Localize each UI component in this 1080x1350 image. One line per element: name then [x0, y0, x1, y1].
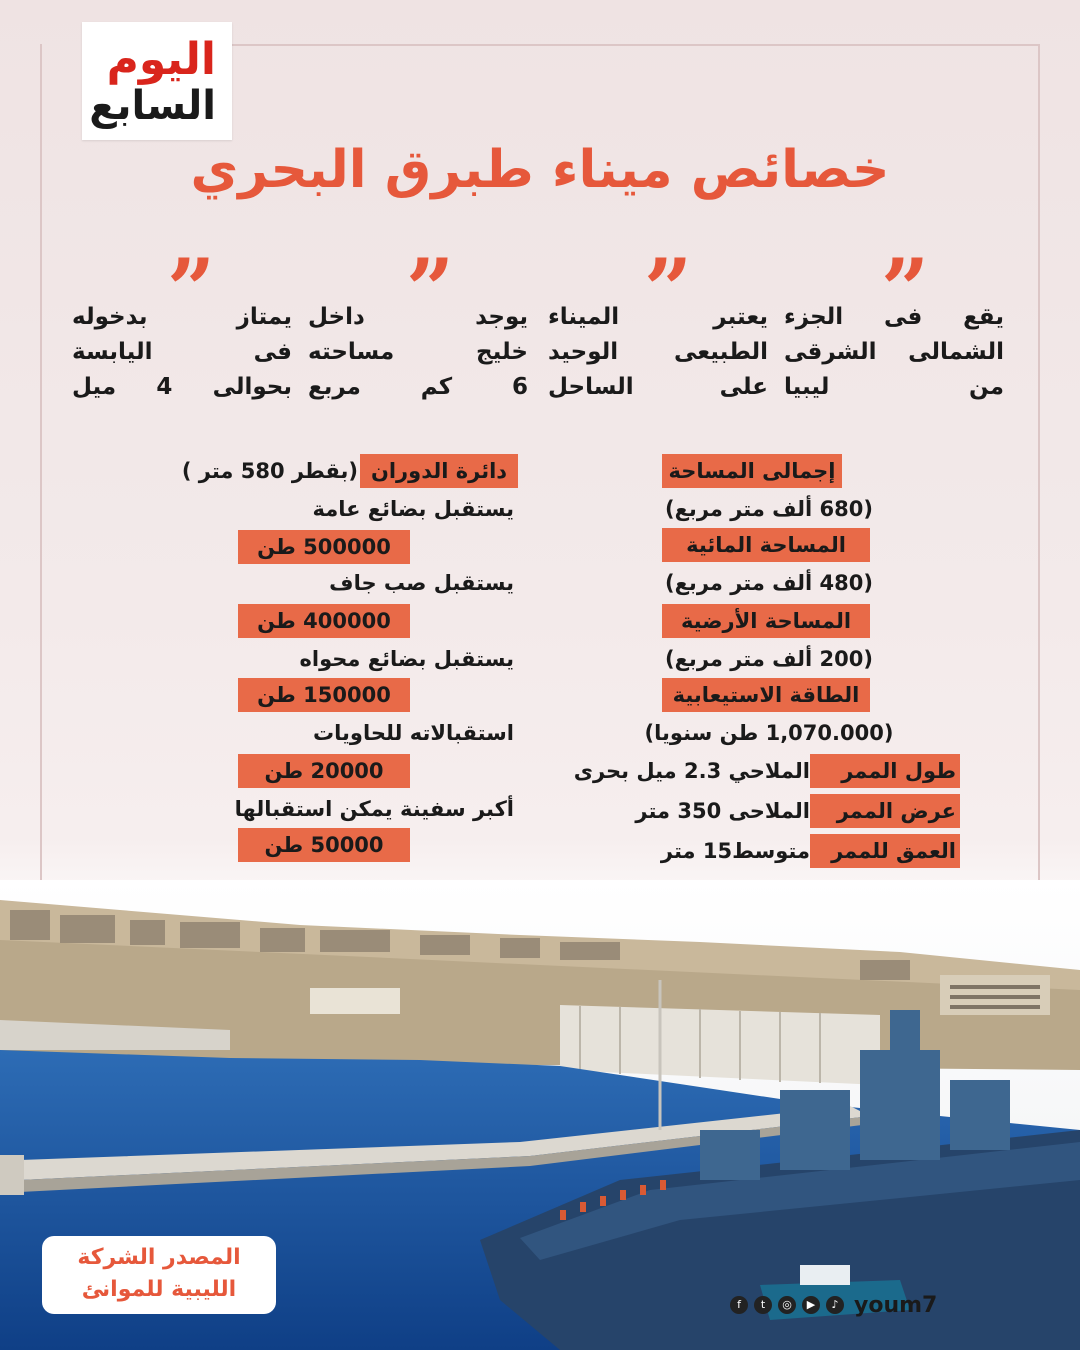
social-handles [730, 1292, 937, 1318]
water-area-value: (480 ألف متر مربع) [664, 571, 873, 595]
total-area-value: (680 ألف متر مربع) [664, 497, 873, 521]
quote-icon: ” [405, 248, 455, 298]
fact-line: يوجد داخل [308, 304, 528, 330]
quote-icon: ” [166, 248, 216, 298]
containers-value: 20000 طن [238, 754, 410, 788]
general-cargo-value: 500000 طن [238, 530, 410, 564]
containerized-cargo-text: يستقبل بضائع محواه [299, 647, 514, 671]
fact-line: الشمالى الشرقى [784, 339, 1004, 365]
containerized-cargo-value: 150000 طن [238, 678, 410, 712]
social-handle: youm7 [854, 1292, 938, 1318]
fact-line: خليج مساحته [308, 339, 528, 365]
publisher-logo [82, 22, 232, 140]
source-line: الليبية للموانئ [81, 1277, 237, 1302]
source-line: المصدر الشركة [77, 1245, 241, 1270]
youtube-icon: ▶ [802, 1296, 820, 1314]
quote-icon: ” [880, 248, 930, 298]
channel-width-text: الملاحى 350 متر [635, 799, 810, 823]
fact-line: على الساحل [548, 374, 768, 400]
frame-line [232, 44, 1040, 46]
fact-line: يقع فى الجزء [784, 304, 1004, 330]
dry-bulk-text: يستقبل صب جاف [329, 571, 514, 595]
largest-ship-value: 50000 طن [238, 828, 410, 862]
facebook-icon: f [730, 1296, 748, 1314]
capacity-label: الطاقة الاستيعابية [662, 678, 870, 712]
water-area-label: المساحة المائية [662, 528, 870, 562]
fact-card [308, 300, 528, 405]
fact-card [548, 300, 768, 405]
twitter-icon: t [754, 1296, 772, 1314]
containers-text: استقبالاته للحاويات [313, 721, 514, 745]
fact-line: فى اليابسة [72, 339, 292, 365]
land-area-label: المساحة الأرضية [662, 604, 870, 638]
instagram-icon: ◎ [778, 1296, 796, 1314]
depth-label: العمق للممر [810, 834, 960, 868]
logo-line-1: اليوم [106, 34, 216, 85]
channel-width-label: عرض الممر [810, 794, 960, 828]
turning-circle-label: دائرة الدوران [360, 454, 518, 488]
general-cargo-text: يستقبل بضائع عامة [312, 497, 514, 521]
depth-text: متوسط15 متر [660, 839, 810, 863]
largest-ship-text: أكبر سفينة يمكن استقبالها [234, 797, 514, 821]
channel-length-label: طول الممر [810, 754, 960, 788]
page-title: خصائص ميناء طبرق البحري [190, 140, 890, 200]
fact-line: الطبيعى الوحيد [548, 339, 768, 365]
land-area-value: (200 ألف متر مربع) [664, 647, 873, 671]
fact-card [784, 300, 1004, 405]
fact-line: يعتبر الميناء [548, 304, 768, 330]
fact-card [72, 300, 292, 405]
logo-line-2: السابع [89, 83, 216, 129]
turning-circle-text: (بقطر 580 متر ) [181, 459, 358, 483]
total-area-label: إجمالى المساحة [662, 454, 842, 488]
fact-line: بحوالى 4 ميل [72, 374, 292, 400]
fact-line: من ليبيا [784, 374, 1004, 400]
channel-length-text: الملاحي 2.3 ميل بحرى [573, 759, 810, 783]
fact-line: 6 كم مربع [308, 374, 528, 400]
capacity-value: (1,070.000 طن سنويا) [644, 721, 894, 745]
quote-icon: ” [643, 248, 693, 298]
source-credit [42, 1236, 276, 1314]
fact-line: يمتاز بدخوله [72, 304, 292, 330]
dry-bulk-value: 400000 طن [238, 604, 410, 638]
tiktok-icon: ♪ [826, 1296, 844, 1314]
